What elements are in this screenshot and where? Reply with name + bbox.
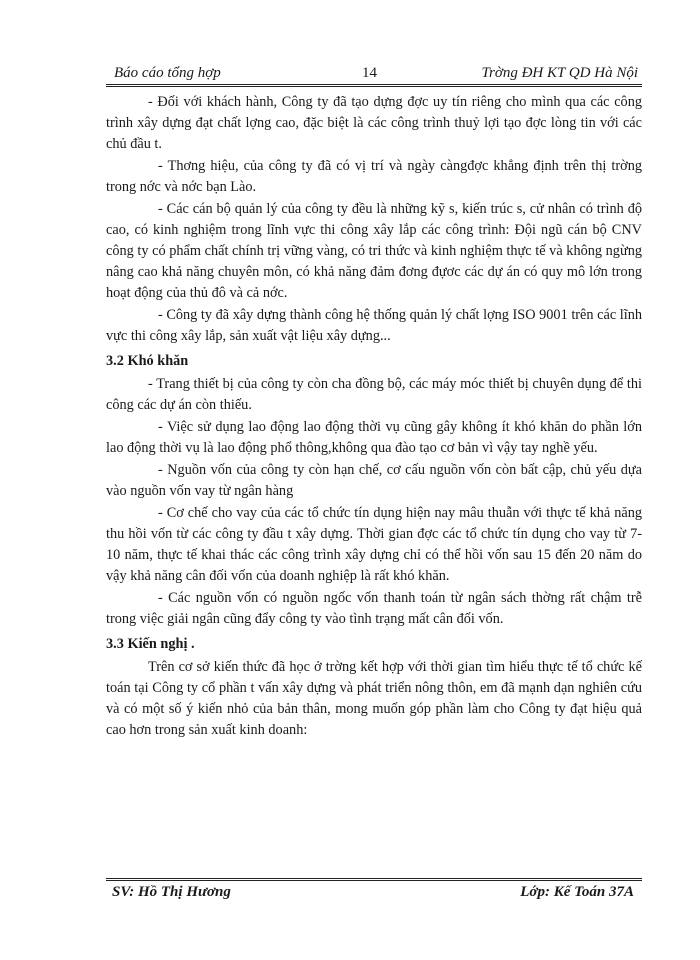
page-number: 14 <box>362 65 377 81</box>
document-body <box>106 92 642 742</box>
paragraph-seasonal-labor: - Việc sử dụng lao động lao động thời vụ cũng gây không ít khó khăn do phần lớn lao động thời vụ là lao động phổ thông,không qua đào tạo cơ bản vì vậy tay nghề yếu. <box>106 419 642 456</box>
paragraph-lending: - Cơ chế cho vay của các tổ chức tín dụng hiện nay mâu thuẫn với thực tế khả năng thu hồi vốn từ các công ty đầu t xây dựng. Thời gian đợc các tổ chức tín dụng cho vay từ 7-10 năm, thực tế khai thác các công trình xây dựng chỉ có thể hồi vốn sau 15 đến 20 năm do vậy khả năng cân đối vốn của doanh nghiệp là rất khó khăn. <box>106 505 642 584</box>
section-heading-difficulties: 3.2 Khó khăn <box>106 353 189 369</box>
paragraph-capital: - Nguồn vốn của công ty còn hạn chế, cơ cấu nguồn vốn còn bất cập, chủ yếu dựa vào nguồn vốn vay từ ngân hàng <box>106 462 642 499</box>
section-heading-recommendations: 3.3 Kiến nghị . <box>106 636 195 652</box>
footer-class: Lớp: Kế Toán 37A <box>520 884 634 900</box>
paragraph-customer-reputation: - Đối với khách hành, Công ty đã tạo dựng đợc uy tín riêng cho mình qua các công trình xây dựng đạt chất lợng cao, đặc biệt là các công trình thuỷ lợi tạo đợc lòng tin với các chủ đầu t. <box>106 94 642 152</box>
page-header <box>106 62 642 86</box>
footer-student: SV: Hồ Thị Hương <box>112 884 231 900</box>
paragraph-iso: - Công ty đã xây dựng thành công hệ thống quản lý chất lợng ISO 9001 trên các lĩnh vực thi công xây lắp, sản xuất vật liệu xây dựng... <box>106 307 642 344</box>
paragraph-equipment: - Trang thiết bị của công ty còn cha đồng bộ, các máy móc thiết bị chuyên dụng để thi công các dự án còn thiếu. <box>106 376 642 413</box>
paragraph-staff: - Các cán bộ quản lý của công ty đều là những kỹ s, kiến trúc s, cử nhân có trình độ cao, có kinh nghiệm trong lĩnh vực thi công xây lắp các công trình: Đội ngũ cán bộ CNV công ty có phẩm chất chính trị vững vàng, có tri thức và kinh nghiệm thực tế và không ngừng nâng cao khả năng chuyên môn, có khả năng đảm đơng đựơc các dự án có quy mô lớn trong hoạt động của thủ đô và cả nớc. <box>106 201 642 301</box>
header-university: Trờng ĐH KT QD Hà Nội <box>481 65 638 81</box>
header-report-title: Báo cáo tổng hợp <box>114 65 221 81</box>
paragraph-brand: - Thơng hiệu, của công ty đã có vị trí và ngày càngđợc khẳng định trên thị trờng trong nớc và nớc bạn Lào. <box>106 158 642 195</box>
paragraph-budget-funds: - Các nguồn vốn có nguồn ngốc vốn thanh toán từ ngân sách thờng rất chậm trễ trong việc giải ngân cũng đẩy công ty vào tình trạng mất cân đối vốn. <box>106 590 642 627</box>
paragraph-recommendation-intro: Trên cơ sở kiến thức đã học ở trờng kết hợp với thời gian tìm hiểu thực tế tổ chức kế toán tại Công ty cổ phần t vấn xây dựng và phát triển nông thôn, em đã mạnh dạn nghiên cứu và có một số ý kiến nhỏ của bản thân, mong muốn góp phần làm cho Công ty đạt hiệu quả cao hơn trong sản xuất kinh doanh: <box>106 659 642 738</box>
footer-rule <box>106 878 642 881</box>
header-rule <box>106 84 642 87</box>
page-footer <box>106 882 642 906</box>
